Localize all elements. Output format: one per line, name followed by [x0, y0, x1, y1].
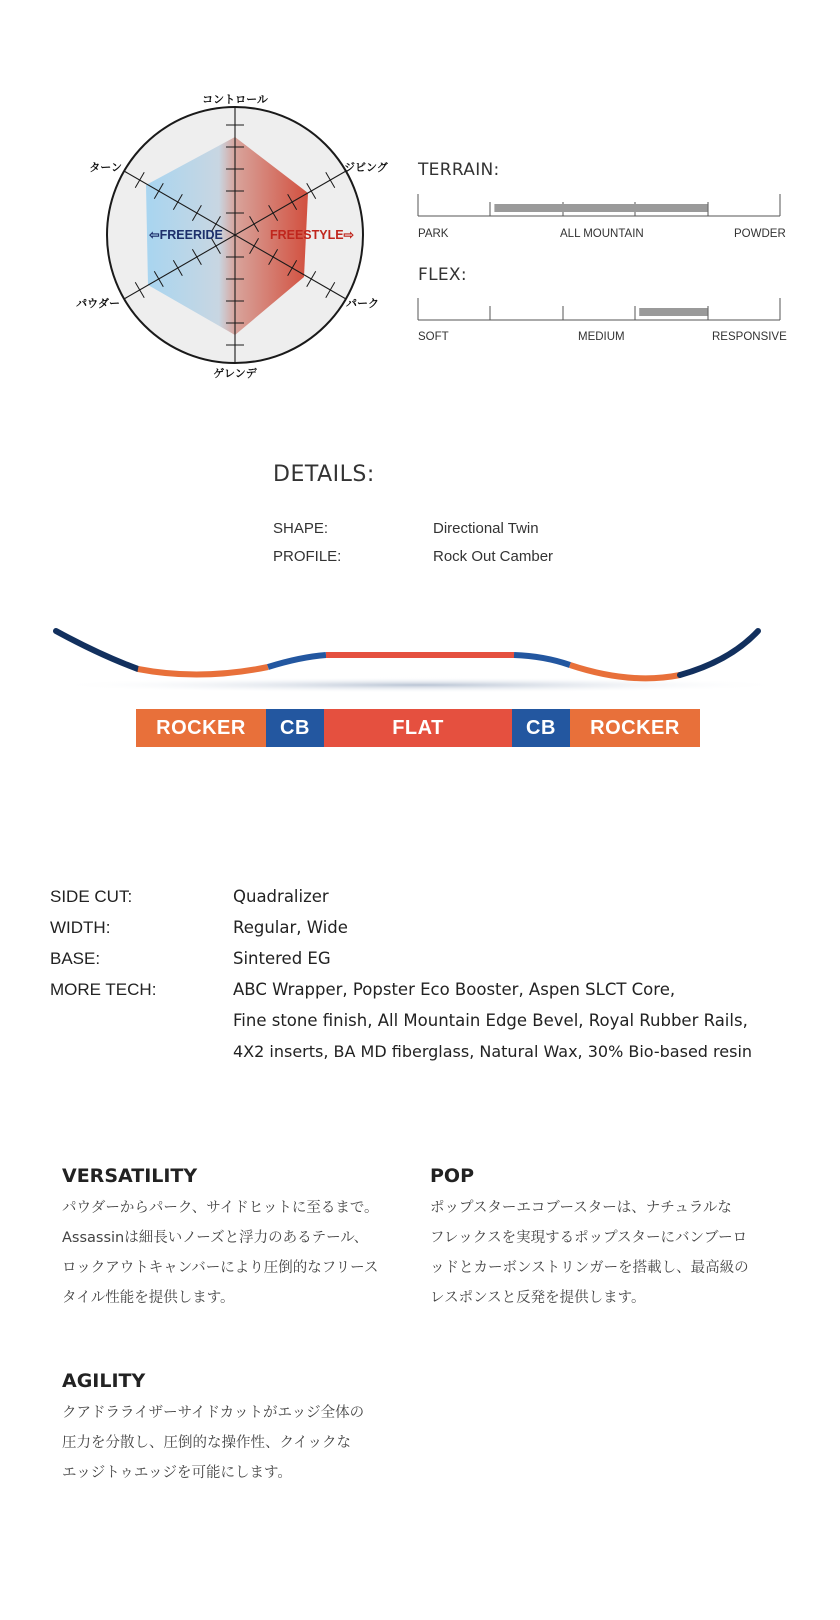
spec-value-more-tech-line3: 4X2 inserts, BA MD fiberglass, Natural Wax, 30% Bio-based resin [233, 1042, 753, 1061]
spec-value-more-tech-line2: Fine stone finish, All Mountain Edge Bevel, Royal Rubber Rails, [233, 1011, 748, 1030]
detail-value-profile: Rock Out Camber [433, 548, 554, 565]
profile-segment-rocker-left: ROCKER [136, 709, 266, 747]
radar-axis-bottom: ゲレンデ [213, 367, 257, 380]
profile-segment-cb-right: CB [512, 709, 570, 747]
feature-line: エッジトゥエッジを可能にします。 [62, 1465, 292, 1481]
feature-line: タイル性能を提供します。 [62, 1290, 235, 1306]
detail-key-shape: SHAPE: [273, 520, 329, 537]
flex-title: FLEX: [418, 265, 467, 285]
spec-value-more-tech-line1: ABC Wrapper, Popster Eco Booster, Aspen SLCT Core, [233, 980, 676, 999]
profile-segment-flat: FLAT [324, 709, 512, 747]
spec-value-width: Regular, Wide [233, 918, 348, 937]
feature-line: フレックスを実現するポップスターにバンブーロ [430, 1230, 748, 1246]
feature-title-pop: POP [430, 1165, 475, 1187]
spec-key-side-cut: SIDE CUT: [50, 887, 133, 906]
profile-bar [136, 709, 700, 747]
board-cb-left [268, 655, 326, 667]
board-tail-dark [56, 631, 138, 669]
terrain-label-powder: POWDER [734, 228, 786, 240]
terrain-label-all-mountain: ALL MOUNTAIN [560, 228, 644, 240]
profile-segment-cb-left: CB [266, 709, 324, 747]
terrain-range-fill [494, 204, 707, 212]
feature-line: ポップスターエコブースターは、ナチュラルな [430, 1200, 732, 1216]
terrain-title: TERRAIN: [418, 160, 500, 180]
feature-title-versatility: VERSATILITY [62, 1165, 198, 1187]
board-nose-rocker [570, 665, 680, 678]
details-title: DETAILS: [273, 462, 375, 487]
spec-key-width: WIDTH: [50, 918, 111, 937]
feature-line: ッドとカーボンストリンガーを搭載し、最高級の [430, 1260, 749, 1276]
board-cb-right [514, 655, 570, 665]
ride-style-radar [60, 85, 420, 405]
feature-line: Assassinは細長いノーズと浮力のあるテール、 [62, 1230, 369, 1246]
feature-body-agility [62, 1398, 364, 1488]
feature-title-agility: AGILITY [62, 1370, 146, 1392]
profile-segment-rocker-right: ROCKER [570, 709, 700, 747]
radar-axis-top-left: ターン [89, 161, 122, 174]
feature-line: クアドラライザーサイドカットがエッジ全体の [62, 1405, 365, 1421]
flex-label-soft: SOFT [418, 331, 449, 343]
radar-freeride-label: ⇦FREERIDE [149, 228, 223, 242]
spec-key-more-tech: MORE TECH: [50, 980, 157, 999]
flex-label-medium: MEDIUM [578, 331, 625, 343]
spec-key-base: BASE: [50, 949, 101, 968]
flex-range-fill [639, 308, 707, 316]
feature-body-pop [430, 1193, 749, 1313]
spec-value-base: Sintered EG [233, 949, 331, 968]
radar-freestyle-label: FREESTYLE⇨ [269, 228, 355, 242]
feature-body-versatility [62, 1193, 379, 1313]
board-tail-rocker [138, 667, 268, 675]
radar-axis-bottom-left: パウダー [76, 297, 120, 310]
board-nose-dark [680, 631, 758, 675]
feature-line: ロックアウトキャンバーにより圧倒的なフリース [62, 1260, 379, 1276]
detail-key-profile: PROFILE: [273, 548, 342, 565]
radar-axis-top: コントロール [202, 93, 268, 106]
board-profile-illustration [40, 615, 800, 695]
feature-line: レスポンスと反発を提供します。 [430, 1290, 646, 1306]
terrain-label-park: PARK [418, 228, 449, 240]
flex-label-responsive: RESPONSIVE [712, 331, 787, 343]
feature-line: パウダーからパーク、サイドヒットに至るまで。 [62, 1200, 379, 1216]
radar-axis-bottom-right: パーク [346, 297, 379, 310]
feature-line: 圧力を分散し、圧倒的な操作性、クイックな [62, 1435, 351, 1451]
detail-value-shape: Directional Twin [433, 520, 539, 537]
radar-axis-top-right: ジビング [344, 161, 388, 174]
spec-value-side-cut: Quadralizer [233, 887, 329, 906]
